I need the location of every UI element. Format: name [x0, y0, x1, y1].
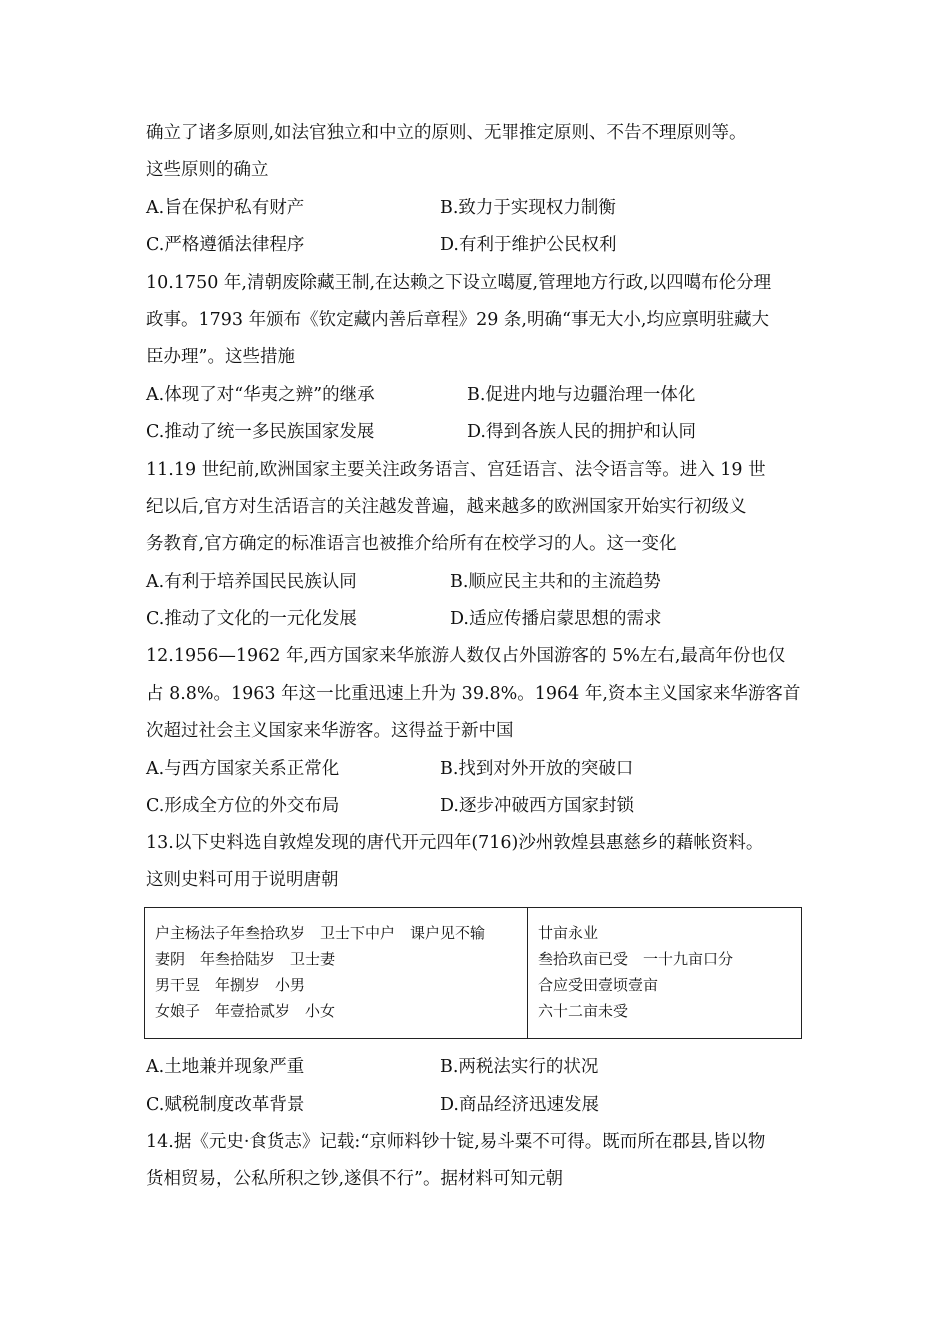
question-13-option-a: A.土地兼并现象严重	[146, 1057, 305, 1077]
question-10-option-c: C.推动了统一多民族国家发展	[146, 422, 375, 442]
question-12-option-a: A.与西方国家关系正常化	[146, 759, 340, 779]
household-register-table	[144, 907, 802, 1039]
question-10-text-line: 10.1750 年,清朝废除藏王制,在达赖之下设立噶厦,管理地方行政,以四噶布伦分理	[146, 273, 772, 293]
ledger-line: 女娘子 年壹拾贰岁 小女	[155, 1002, 336, 1020]
question-10-text-line: 政事。1793 年颁布《钦定藏内善后章程》29 条,明确“事无大小,均应禀明驻藏大	[146, 310, 769, 330]
question-12-text-line: 次超过社会主义国家来华游客。这得益于新中国	[146, 721, 514, 741]
question-9-option-a: A.旨在保护私有财产	[146, 198, 305, 218]
question-14-text-line: 货相贸易，公私所积之钞,遂俱不行”。据材料可知元朝	[146, 1169, 564, 1189]
table-row	[145, 908, 802, 1039]
ledger-line: 户主杨法子年叁拾玖岁 卫士下中户 课户见不输	[155, 924, 486, 942]
question-14-text-line: 14.据《元史·食货志》记载:“京师料钞十锭,易斗粟不可得。既而所在郡县,皆以物	[146, 1132, 766, 1152]
question-13-text-line: 13.以下史料选自敦煌发现的唐代开元四年(716)沙州敦煌县惠慈乡的藉帐资料。	[146, 833, 764, 853]
question-9-option-c: C.严格遵循法律程序	[146, 235, 305, 255]
question-13-text-line: 这则史料可用于说明唐朝	[146, 870, 339, 890]
question-13-option-c: C.赋税制度改革背景	[146, 1095, 305, 1115]
ledger-line: 妻阴 年叁拾陆岁 卫士妻	[155, 950, 336, 968]
question-12-option-b: B.找到对外开放的突破口	[440, 759, 634, 779]
question-12-option-c: C.形成全方位的外交布局	[146, 796, 340, 816]
question-10-option-d: D.得到各族人民的拥护和认同	[467, 422, 696, 442]
question-12-option-d: D.逐步冲破西方国家封锁	[440, 796, 634, 816]
question-13-option-d: D.商品经济迅速发展	[440, 1095, 599, 1115]
question-11-option-a: A.有利于培养国民民族认同	[146, 572, 357, 592]
ledger-line: 合应受田壹顷壹亩	[538, 976, 659, 994]
question-10-text-line: 臣办理”。这些措施	[146, 347, 295, 367]
question-13-option-b: B.两税法实行的状况	[440, 1057, 599, 1077]
question-10-option-a: A.体现了对“华夷之辨”的继承	[146, 385, 375, 405]
question-12-text-line: 12.1956—1962 年,西方国家来华旅游人数仅占外国游客的 5%左右,最高年份也仅	[146, 646, 786, 666]
ledger-line: 六十二亩未受	[538, 1002, 629, 1020]
question-11-option-c: C.推动了文化的一元化发展	[146, 609, 357, 629]
question-9-option-d: D.有利于维护公民权利	[440, 235, 617, 255]
question-9-text-line: 确立了诸多原则,如法官独立和中立的原则、无罪推定原则、不告不理原则等。	[146, 123, 747, 143]
question-11-text-line: 纪以后,官方对生活语言的关注越发普遍，越来越多的欧洲国家开始实行初级义	[146, 497, 747, 517]
household-members-cell	[145, 908, 528, 1039]
ledger-line: 男干昱 年捌岁 小男	[155, 976, 306, 994]
question-9-text-line: 这些原则的确立	[146, 160, 269, 180]
question-11-text-line: 务教育,官方确定的标准语言也被推介给所有在校学习的人。这一变化	[146, 534, 677, 554]
question-11-option-d: D.适应传播启蒙思想的需求	[450, 609, 662, 629]
question-11-option-b: B.顺应民主共和的主流趋势	[450, 572, 661, 592]
ledger-line: 叁拾玖亩已受 一十九亩口分	[538, 950, 734, 968]
question-10-option-b: B.促进内地与边疆治理一体化	[467, 385, 696, 405]
land-allotment-cell	[528, 908, 802, 1039]
question-12-text-line: 占 8.8%。1963 年这一比重迅速上升为 39.8%。1964 年,资本主义国家来华游客首	[146, 684, 801, 704]
question-9-option-b: B.致力于实现权力制衡	[440, 198, 616, 218]
ledger-line: 廿亩永业	[538, 924, 599, 942]
question-11-text-line: 11.19 世纪前,欧洲国家主要关注政务语言、宫廷语言、法令语言等。进入 19 世	[146, 460, 766, 480]
